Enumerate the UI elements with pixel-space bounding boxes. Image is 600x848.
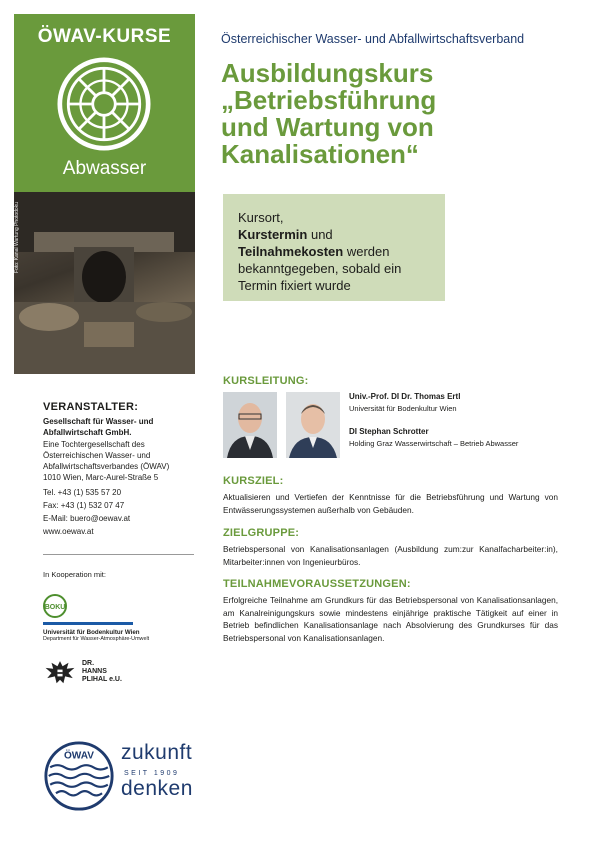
portrait-schrotter — [286, 392, 340, 458]
title-line: Ausbildungskurs — [221, 58, 434, 88]
course-title — [221, 60, 581, 168]
info-line: Kursort, — [238, 210, 284, 225]
veranstalter-phone: Tel. +43 (1) 535 57 20 — [43, 488, 122, 497]
info-line: bekanntgegeben, sobald ein — [238, 261, 402, 276]
slogan-denken: denken — [121, 777, 193, 800]
boku-bar — [43, 622, 133, 625]
kursleitung-heading: KURSLEITUNG: — [223, 375, 309, 387]
info-bold: Teilnahmekosten — [238, 244, 344, 259]
sewer-photo — [14, 192, 195, 374]
oewav-logo-icon — [43, 740, 115, 812]
veranstalter-email[interactable]: E-Mail: buero@oewav.at — [43, 514, 131, 523]
title-line: und Wartung von — [221, 112, 434, 142]
boku-department: Department für Wasser-Atmosphäre-Umwelt — [43, 636, 150, 642]
slogan-zukunft: zukunft — [121, 741, 193, 764]
info-line — [238, 243, 401, 260]
person-name: DI Stephan Schrotter — [349, 427, 429, 436]
veranstalter-fax: Fax: +43 (1) 532 07 47 — [43, 501, 125, 510]
kursziel-text: Aktualisieren und Vertiefen der Kenntnisse für die Betriebsführung und Wartung von Entwässerungssystemen außerhalb von Gebäuden. — [223, 492, 558, 515]
boku-name: Universität für Bodenkultur Wien — [43, 629, 140, 636]
info-rest: und — [307, 227, 333, 242]
kooperation-label: In Kooperation mit: — [43, 570, 106, 579]
organization-name: Österreichischer Wasser- und Abfallwirtschaftsverband — [221, 32, 525, 46]
boku-logo-text: BOKU — [44, 604, 66, 611]
eagle-icon — [43, 656, 77, 690]
person-affiliation: Universität für Bodenkultur Wien — [349, 404, 457, 413]
veranstalter-line: Österreichischen Wasser- und — [43, 451, 151, 460]
schedule-info-box — [223, 194, 445, 301]
oewav-logo-text: ÖWAV — [63, 750, 95, 762]
zielgruppe-heading: ZIELGRUPPE: — [223, 527, 300, 539]
banner-subtitle: Abwasser — [62, 158, 147, 179]
person-affiliation: Holding Graz Wasserwirtschaft – Betrieb Abwasser — [349, 439, 519, 448]
plihal-logo — [82, 660, 122, 684]
plihal-line: DR. — [82, 660, 95, 667]
info-bold: Kurstermin — [238, 227, 308, 242]
plihal-line: PLIHAL e.U. — [82, 676, 122, 683]
photo-credit: Foto: Kanal Wartung Photodoku — [14, 202, 20, 273]
info-line — [238, 226, 401, 243]
slogan-seit: SEIT 1909 — [124, 770, 180, 777]
veranstalter-heading: VERANSTALTER: — [43, 401, 139, 413]
veranstalter-address: 1010 Wien, Marc-Aurel-Straße 5 — [43, 473, 159, 482]
title-line: „Betriebsführung — [221, 85, 437, 115]
veranstalter-name: Gesellschaft für Wasser- und — [43, 417, 154, 426]
veranstalter-name: Abfallwirtschaft GmbH. — [43, 428, 132, 437]
banner-title: ÖWAV-KURSE — [37, 26, 172, 47]
kursziel-heading: KURSZIEL: — [223, 475, 284, 487]
divider — [43, 554, 194, 555]
course-banner — [14, 14, 195, 192]
plihal-line: HANNS — [82, 668, 107, 675]
veranstalter-line: Eine Tochtergesellschaft des — [43, 440, 145, 449]
info-rest: werden — [343, 244, 390, 259]
veranstalter-line: Abfallwirtschaftsverbandes (ÖWAV) — [43, 462, 170, 471]
teilnahme-text: Erfolgreiche Teilnahme am Grundkurs für das Betriebspersonal von Kanalisationsanlagen, am Kanalreinigungskurs sowie mindestens einjährige praktische Tätigkeit auf einer in Betrieb befindlichen Kanalisationsanlage nach Absolvierung des Grundkurses für das Betriebspersonal von Kanalisationsanlagen. — [223, 595, 558, 643]
info-text — [238, 209, 401, 294]
boku-logo-icon — [43, 594, 67, 618]
info-line: Termin fixiert wurde — [238, 278, 351, 293]
veranstalter-website[interactable]: www.oewav.at — [43, 527, 94, 536]
title-line: Kanalisationen“ — [221, 139, 419, 169]
teilnahme-heading: TEILNAHMEVORAUSSETZUNGEN: — [223, 578, 411, 590]
portrait-ertl — [223, 392, 277, 458]
person-name: Univ.-Prof. DI Dr. Thomas Ertl — [349, 392, 461, 401]
manhole-cover-icon — [57, 57, 151, 151]
zielgruppe-text: Betriebspersonal von Kanalisationsanlagen (Ausbildung zum:zur Kanalfacharbeiter:in), Mitarbeiter:innen von Ingenieurbüros. — [223, 544, 558, 567]
